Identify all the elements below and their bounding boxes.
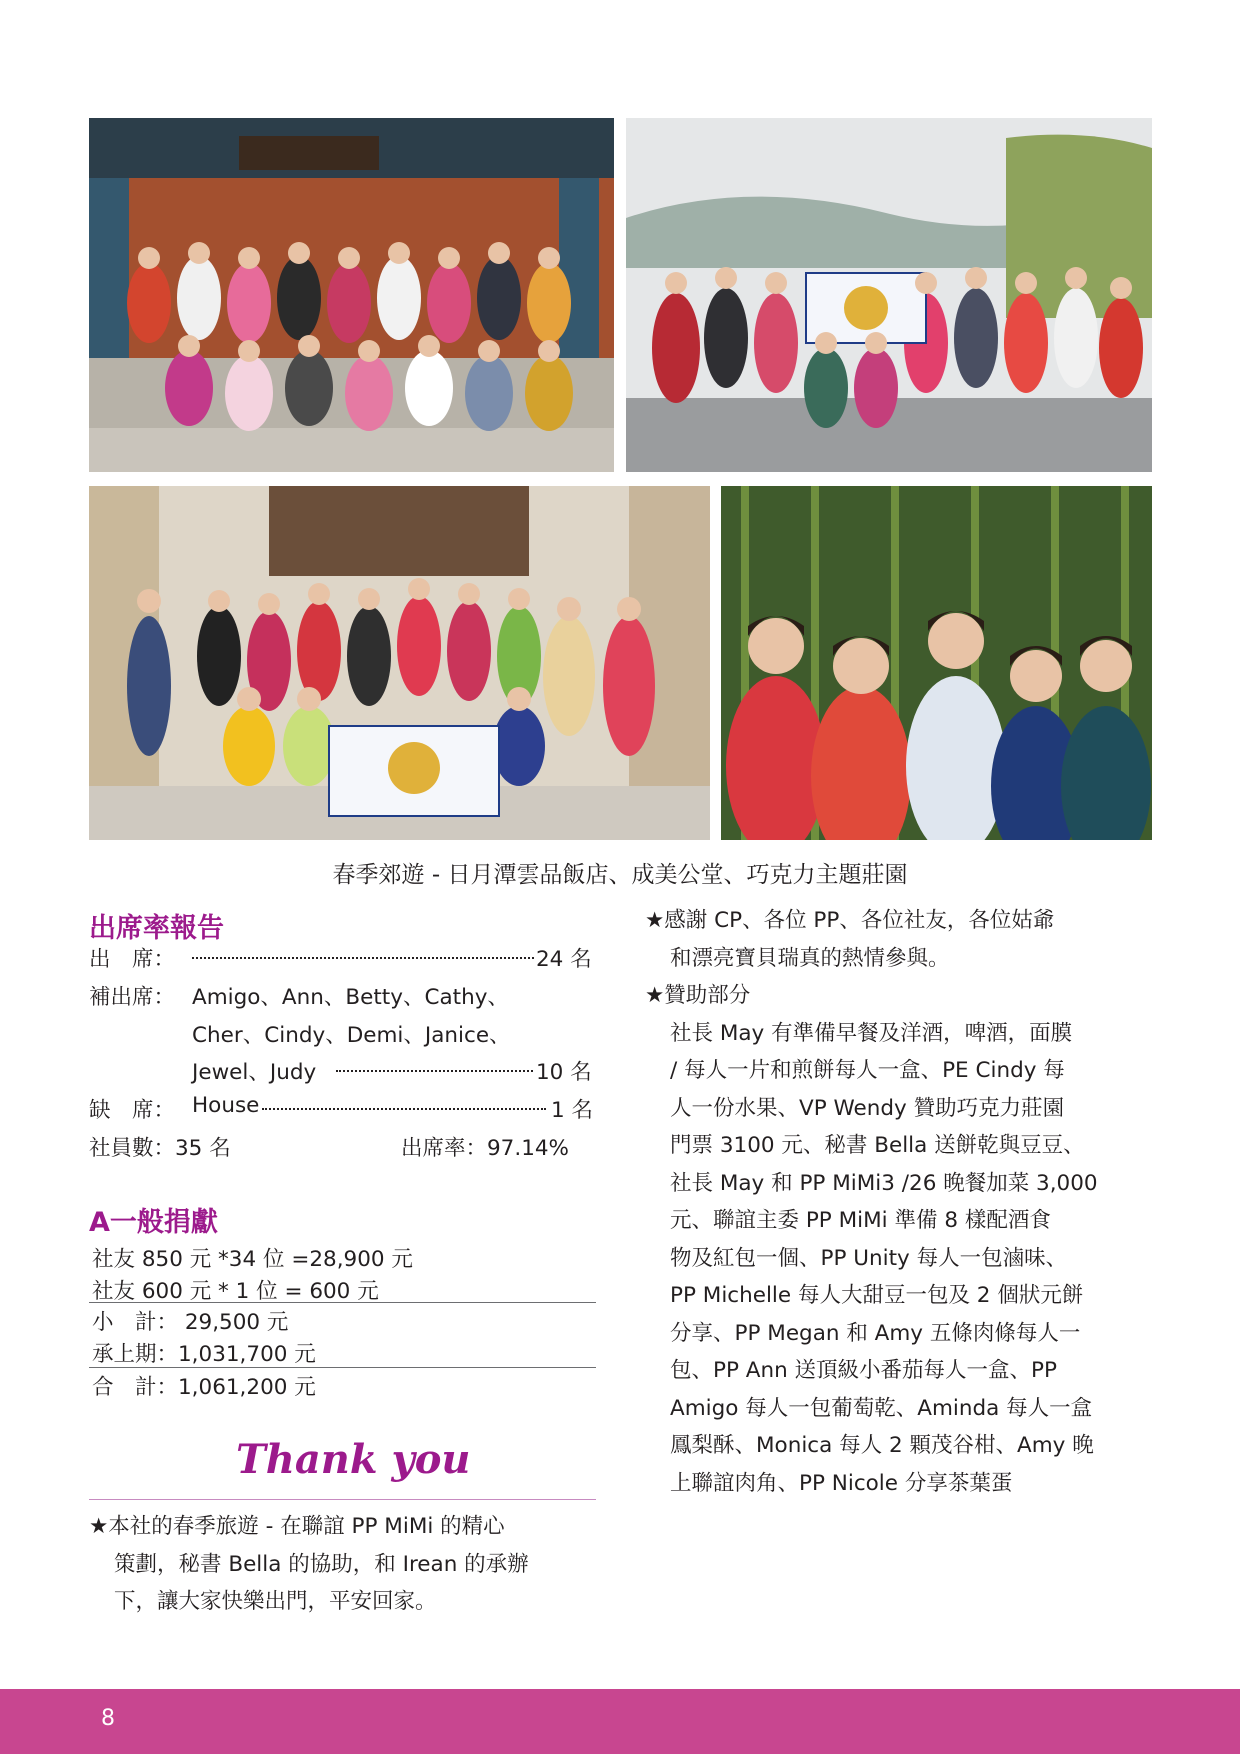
sponsor-line: 門票 3100 元、秘書 Bella 送餅乾與豆豆、	[670, 1133, 1085, 1158]
sponsor-line: 人一份水果、VP Wendy 贊助巧克力莊園	[670, 1095, 1065, 1121]
present-value: 24 名	[536, 947, 592, 972]
thanks-cp-line1: ★感謝 CP、各位 PP、各位社友，各位姑爺	[645, 908, 1055, 933]
donation-line1: 社友 850 元 *34 位 =28,900 元	[92, 1247, 413, 1272]
absent-name: House	[192, 1093, 260, 1118]
present-dots	[192, 957, 534, 959]
sponsor-line: 元、聯誼主委 PP MiMi 準備 8 樣配酒食	[670, 1208, 1051, 1233]
donation-heading: A一般捐獻	[89, 1207, 218, 1238]
makeup-value: 10 名	[536, 1060, 592, 1085]
sponsor-line: 物及紅包一個、PP Unity 每人一包滷味、	[670, 1245, 1068, 1271]
page-number: 8	[101, 1706, 115, 1731]
sponsor-line: 分享、PP Megan 和 Amy 五條肉條每人一	[670, 1320, 1081, 1346]
photo-caption: 春季郊遊 - 日月潭雲品飯店、成美公堂、巧克力主題莊園	[332, 862, 908, 888]
photo-hotel-lobby-group	[89, 486, 710, 840]
absent-label: 缺 席：	[89, 1098, 176, 1123]
thank-you-title: Thank you	[236, 1436, 471, 1483]
thanks-cp-line2: 和漂亮寶貝瑞真的熱情參與。	[670, 945, 950, 971]
photo-bamboo-five-members	[721, 486, 1152, 840]
absent-dots	[262, 1108, 546, 1110]
thank-you-divider	[89, 1499, 596, 1500]
sponsor-line: PP Michelle 每人大甜豆一包及 2 個狀元餅	[670, 1283, 1084, 1308]
right-column	[645, 902, 1165, 1502]
photo-lake-banner-group	[626, 118, 1152, 472]
makeup-dots	[336, 1070, 533, 1072]
total-rule	[89, 1367, 596, 1368]
makeup-label: 補出席：	[89, 985, 176, 1010]
sponsor-line: Amigo 每人一包葡萄乾、Aminda 每人一盒	[670, 1395, 1093, 1421]
thank-you-line1: ★本社的春季旅遊 - 在聯誼 PP MiMi 的精心	[89, 1514, 505, 1539]
photo-temple-group	[89, 118, 614, 472]
present-label: 出 席：	[89, 947, 176, 972]
member-count: 社員數：35 名	[89, 1136, 231, 1161]
attendance-rate: 出席率：97.14%	[401, 1136, 569, 1161]
thank-you-line2: 策劃，秘書 Bella 的協助，和 Irean 的承辦	[114, 1551, 529, 1577]
thank-you-line3: 下，讓大家快樂出門，平安回家。	[114, 1589, 437, 1614]
makeup-names-line1: Amigo、Ann、Betty、Cathy、	[192, 985, 509, 1010]
sponsor-line: / 每人一片和煎餅每人一盒、PE Cindy 每	[670, 1058, 1065, 1083]
sponsor-line: 社長 May 和 PP MiMi3 /26 晚餐加菜 3,000	[670, 1170, 1098, 1196]
sponsor-line: 上聯誼肉角、PP Nicole 分享茶葉蛋	[670, 1470, 1013, 1496]
donation-carried: 承上期：1,031,700 元	[92, 1342, 316, 1367]
donation-line2: 社友 600 元 * 1 位 = 600 元	[92, 1279, 379, 1304]
makeup-names-line3: Jewel、Judy	[192, 1060, 317, 1085]
makeup-names-line2: Cher、Cindy、Demi、Janice、	[192, 1023, 511, 1048]
sponsor-line: 鳳梨酥、Monica 每人 2 顆茂谷柑、Amy 晚	[670, 1433, 1094, 1458]
page-footer-bar	[0, 1689, 1240, 1754]
sponsor-line: 包、PP Ann 送頂級小番茄每人一盒、PP	[670, 1358, 1057, 1383]
donation-subtotal: 小 計： 29,500 元	[92, 1310, 289, 1335]
sponsor-heading: ★贊助部分	[645, 983, 751, 1008]
attendance-heading: 出席率報告	[89, 913, 224, 944]
sponsor-line: 社長 May 有準備早餐及洋酒，啤酒，面膜	[670, 1020, 1073, 1046]
thank-you-note	[89, 1508, 609, 1621]
subtotal-rule	[89, 1302, 596, 1303]
absent-value: 1 名	[551, 1098, 594, 1123]
donation-total: 合 計：1,061,200 元	[92, 1375, 316, 1400]
